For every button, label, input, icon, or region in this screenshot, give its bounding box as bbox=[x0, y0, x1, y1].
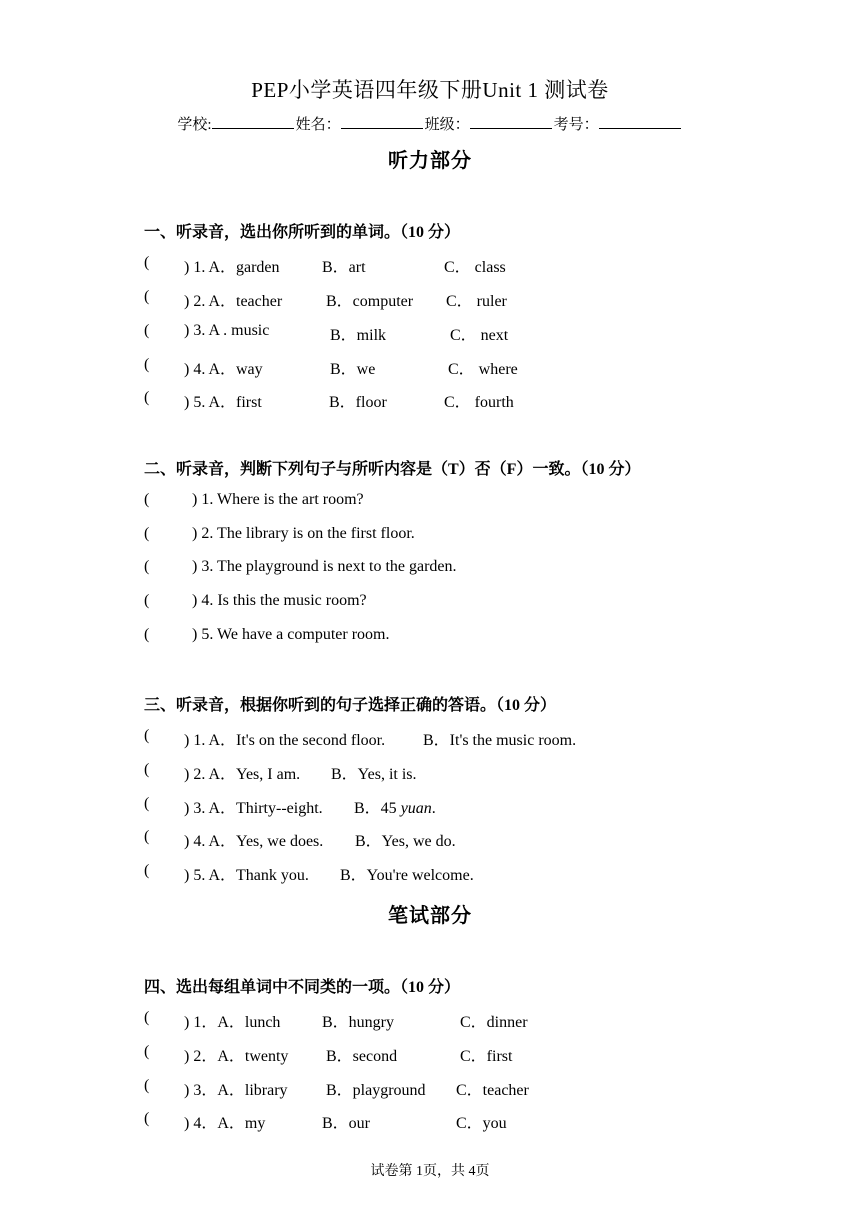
open-bracket: ( bbox=[144, 389, 150, 406]
option-b-italic: yuan bbox=[400, 800, 432, 817]
name-blank bbox=[341, 114, 423, 129]
open-bracket: ( bbox=[144, 1009, 150, 1026]
school-label: 学校: bbox=[177, 117, 212, 133]
section2-heading: 二、听录音，判断下列句子与所听内容是（T）否（F）一致。（10 分） bbox=[144, 461, 641, 478]
option-b bbox=[354, 795, 436, 818]
open-bracket: ( bbox=[144, 727, 150, 744]
option-a: ) 4．A．my bbox=[184, 1115, 266, 1132]
open-bracket: ( bbox=[144, 1110, 150, 1127]
option-a: ) 2. A．Yes, I am. bbox=[184, 766, 301, 783]
option-b: B．You're welcome. bbox=[340, 867, 474, 884]
option-a: ) 5. A．first bbox=[184, 394, 262, 411]
school-field bbox=[177, 113, 295, 134]
option-b: B．art bbox=[322, 259, 366, 276]
option-b: B．Yes, it is. bbox=[331, 766, 417, 783]
school-blank bbox=[212, 114, 294, 129]
open-bracket: ( bbox=[144, 322, 150, 339]
option-c: C． class bbox=[444, 259, 506, 276]
writing-part-title: 笔试部分 bbox=[388, 905, 472, 927]
open-bracket: ( bbox=[144, 254, 150, 271]
open-bracket: ( bbox=[144, 1077, 150, 1094]
class-label: 班级： bbox=[424, 117, 470, 133]
open-bracket: ( bbox=[144, 828, 150, 845]
section3-heading: 三、听录音，根据你听到的句子选择正确的答语。（10 分） bbox=[144, 697, 557, 714]
option-a: ) 2．A．twenty bbox=[184, 1048, 289, 1065]
option-a: ) 2. A．teacher bbox=[184, 293, 283, 310]
open-bracket: ( bbox=[144, 525, 150, 542]
open-bracket: ( bbox=[144, 288, 150, 305]
open-bracket: ( bbox=[144, 356, 150, 373]
option-b: B．computer bbox=[326, 293, 414, 310]
option-b: B．playground bbox=[326, 1082, 426, 1099]
page-footer: 试卷第 1页，共 4页 bbox=[370, 1164, 490, 1179]
statement-text: ) 1. Where is the art room? bbox=[192, 491, 364, 508]
exam-number-field bbox=[554, 113, 683, 134]
option-c: C． next bbox=[450, 327, 509, 344]
option-b: B．milk bbox=[330, 327, 387, 344]
option-b-suffix: . bbox=[431, 800, 436, 817]
option-b: B．we bbox=[330, 361, 376, 378]
open-bracket: ( bbox=[144, 626, 150, 643]
open-bracket: ( bbox=[144, 761, 150, 778]
option-c: C． ruler bbox=[446, 293, 507, 310]
option-a: ) 3. A . music bbox=[184, 322, 270, 339]
section1-heading: 一、听录音，选出你所听到的单词。（10 分） bbox=[144, 224, 461, 241]
option-b: B．floor bbox=[329, 394, 387, 411]
option-a: ) 3. A．Thirty--eight. bbox=[184, 800, 323, 817]
open-bracket: ( bbox=[144, 491, 150, 508]
exam-number-blank bbox=[599, 114, 681, 129]
statement-text: ) 5. We have a computer room. bbox=[192, 626, 390, 643]
class-field bbox=[425, 113, 554, 134]
open-bracket: ( bbox=[144, 1043, 150, 1060]
statement-text: ) 2. The library is on the first floor. bbox=[192, 525, 415, 542]
exam-title: PEP小学英语四年级下册Unit 1 测试卷 bbox=[251, 78, 609, 102]
option-b-prefix: B．45 bbox=[354, 800, 401, 817]
option-a: ) 4. A．Yes, we does. bbox=[184, 833, 324, 850]
open-bracket: ( bbox=[144, 862, 150, 879]
option-c: C． where bbox=[448, 361, 518, 378]
statement-text: ) 4. Is this the music room? bbox=[192, 592, 367, 609]
option-c: C． fourth bbox=[444, 394, 514, 411]
option-c: C．first bbox=[460, 1048, 513, 1065]
option-a: ) 5. A．Thank you. bbox=[184, 867, 309, 884]
open-bracket: ( bbox=[144, 592, 150, 609]
listening-part-title: 听力部分 bbox=[388, 150, 472, 172]
option-c: C．dinner bbox=[460, 1014, 528, 1031]
class-blank bbox=[470, 114, 552, 129]
open-bracket: ( bbox=[144, 795, 150, 812]
option-a: ) 1．A．lunch bbox=[184, 1014, 281, 1031]
open-bracket: ( bbox=[144, 558, 150, 575]
statement-text: ) 3. The playground is next to the garden. bbox=[192, 558, 457, 575]
option-a: ) 3．A．library bbox=[184, 1082, 288, 1099]
section4-heading: 四、选出每组单词中不同类的一项。（10 分） bbox=[144, 979, 461, 996]
student-info-line bbox=[0, 113, 860, 134]
name-field bbox=[296, 113, 425, 134]
option-b: B．Yes, we do. bbox=[355, 833, 456, 850]
option-c: C．you bbox=[456, 1115, 507, 1132]
option-a: ) 4. A．way bbox=[184, 361, 263, 378]
option-b: B．hungry bbox=[322, 1014, 395, 1031]
option-c: C．teacher bbox=[456, 1082, 529, 1099]
option-b: B．second bbox=[326, 1048, 398, 1065]
option-a: ) 1. A．garden bbox=[184, 259, 280, 276]
option-a: ) 1. A．It's on the second floor. bbox=[184, 732, 386, 749]
option-b: B．It's the music room. bbox=[423, 732, 577, 749]
option-b: B．our bbox=[322, 1115, 371, 1132]
exam-number-label: 考号： bbox=[553, 117, 599, 133]
name-label: 姓名： bbox=[295, 117, 341, 133]
